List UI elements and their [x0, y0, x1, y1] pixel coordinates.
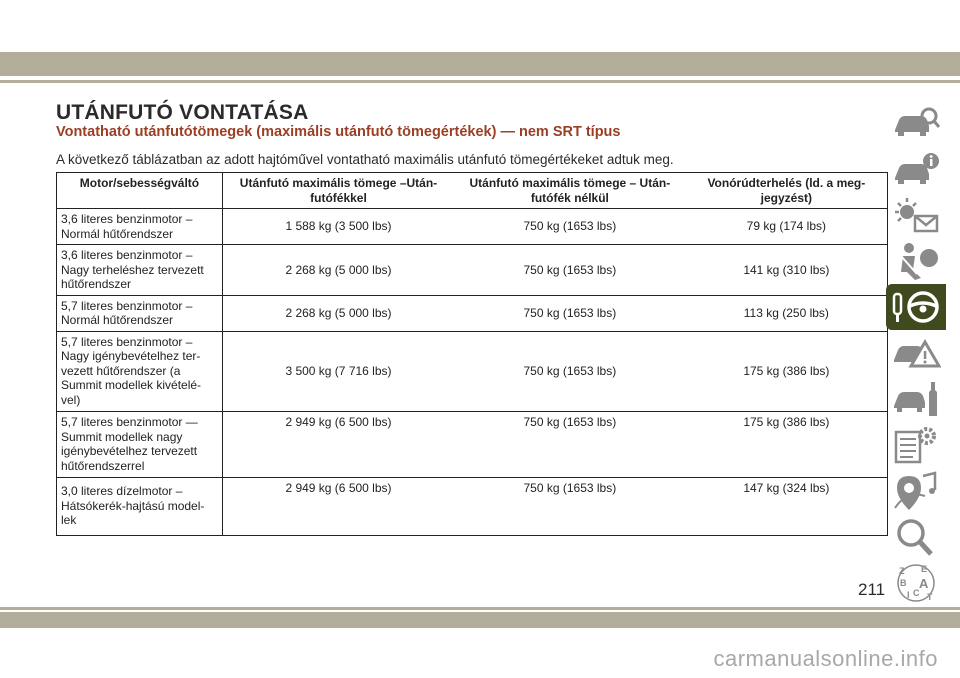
cell-tongue-load: 113 kg (250 lbs)	[686, 295, 888, 331]
nav-item-car-info[interactable]	[886, 146, 946, 192]
table-row	[57, 331, 888, 411]
car-search-icon	[891, 102, 941, 144]
nav-item-multimedia[interactable]	[886, 468, 946, 514]
cell-engine: 3,6 literes benzinmotor – Nagy terheléshez tervezett hűtőrendszer	[57, 245, 223, 296]
svg-text:Z: Z	[899, 566, 905, 576]
nav-item-safety[interactable]	[886, 238, 946, 284]
warning-light-message-icon	[891, 194, 941, 236]
cell-tongue-load: 175 kg (386 lbs)	[686, 331, 888, 411]
towing-weights-table	[56, 172, 888, 536]
table-row	[57, 477, 888, 535]
table-row	[57, 209, 888, 245]
cell-with-brakes: 3 500 kg (7 716 lbs)	[222, 331, 454, 411]
table-header-row	[57, 173, 888, 209]
watermark: carmanualsonline.info	[713, 646, 938, 671]
cell-engine: 5,7 literes benzinmotor — Summit modellek nagy igénybevételhez tervezett hűtőrendszerrel	[57, 411, 223, 477]
nav-item-starting-operating[interactable]	[886, 284, 946, 330]
header-without-brakes: Utánfutó maximális tömege – Után-futófék nélkül	[454, 173, 686, 209]
cell-with-brakes: 2 949 kg (6 500 lbs)	[222, 477, 454, 535]
cell-without-brakes: 750 kg (1653 lbs)	[454, 295, 686, 331]
table-row	[57, 411, 888, 477]
cell-with-brakes: 2 268 kg (5 000 lbs)	[222, 295, 454, 331]
cell-engine: 5,7 literes benzinmotor – Nagy igénybevételhez ter-vezett hűtőrendszer (a Summit modellek kivételé-vel)	[57, 331, 223, 411]
nav-item-search[interactable]	[886, 514, 946, 560]
multimedia-icon	[891, 470, 941, 512]
header-tongue-load: Vonórúdterhelés (ld. a meg-jegyzést)	[686, 173, 888, 209]
nav-item-service[interactable]	[886, 376, 946, 422]
svg-text:B: B	[900, 578, 907, 588]
cell-engine: 3,0 literes dízelmotor – Hátsókerék-hajtású model-lek	[57, 477, 223, 535]
seatbelt-airbag-icon	[891, 240, 941, 282]
search-icon	[891, 516, 941, 558]
nav-item-emergency[interactable]	[886, 330, 946, 376]
cell-tongue-load: 147 kg (324 lbs)	[686, 477, 888, 535]
svg-text:I: I	[907, 590, 910, 600]
cell-without-brakes: 750 kg (1653 lbs)	[454, 209, 686, 245]
svg-text:A: A	[919, 576, 929, 591]
bottom-band-line	[0, 607, 960, 610]
cell-without-brakes: 750 kg (1653 lbs)	[454, 245, 686, 296]
nav-item-warning-lights[interactable]	[886, 192, 946, 238]
steering-wheel-key-icon	[891, 286, 941, 328]
cell-tongue-load: 175 kg (386 lbs)	[686, 411, 888, 477]
svg-text:E: E	[921, 564, 928, 574]
page-number: 211	[858, 580, 886, 599]
header-engine: Motor/sebességváltó	[57, 173, 223, 209]
top-band	[0, 52, 960, 76]
cell-tongue-load: 79 kg (174 lbs)	[686, 209, 888, 245]
cell-without-brakes: 750 kg (1653 lbs)	[454, 411, 686, 477]
header-with-brakes: Utánfutó maximális tömege –Után-futófékkel	[222, 173, 454, 209]
cell-tongue-load: 141 kg (310 lbs)	[686, 245, 888, 296]
cell-with-brakes: 2 268 kg (5 000 lbs)	[222, 245, 454, 296]
alphabetical-index-icon	[891, 562, 941, 604]
cell-engine: 5,7 literes benzinmotor – Normál hűtőrendszer	[57, 295, 223, 331]
car-info-icon	[891, 148, 941, 190]
cell-without-brakes: 750 kg (1653 lbs)	[454, 331, 686, 411]
svg-text:C: C	[913, 588, 920, 598]
table-row	[57, 295, 888, 331]
specifications-gear-icon	[891, 424, 941, 466]
car-service-tools-icon	[891, 378, 941, 420]
section-subtitle: Vontatható utánfutótömegek (maximális utánfutó tömegértékek) — nem SRT típus	[56, 124, 621, 140]
cell-with-brakes: 1 588 kg (3 500 lbs)	[222, 209, 454, 245]
page-title: UTÁNFUTÓ VONTATÁSA	[56, 101, 309, 124]
bottom-band	[0, 612, 960, 628]
cell-with-brakes: 2 949 kg (6 500 lbs)	[222, 411, 454, 477]
svg-text:T: T	[927, 592, 933, 602]
nav-item-car-search[interactable]	[886, 100, 946, 146]
nav-item-index[interactable]	[886, 560, 946, 606]
cell-without-brakes: 750 kg (1653 lbs)	[454, 477, 686, 535]
car-breakdown-icon	[891, 332, 941, 374]
nav-item-specifications[interactable]	[886, 422, 946, 468]
cell-engine: 3,6 literes benzinmotor – Normál hűtőrendszer	[57, 209, 223, 245]
intro-paragraph: A következő táblázatban az adott hajtóművel vontatható maximális utánfutó tömegértékeket adtuk meg.	[56, 152, 674, 167]
top-band-line	[0, 80, 960, 83]
table-row	[57, 245, 888, 296]
